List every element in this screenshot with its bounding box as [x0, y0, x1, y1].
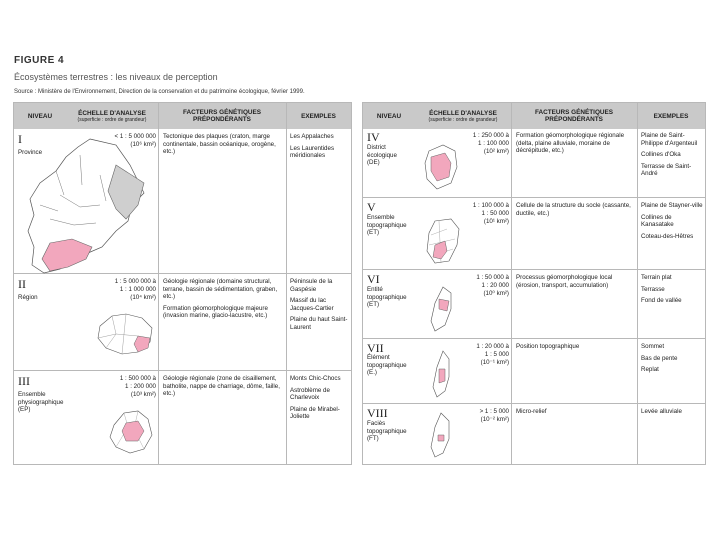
example-text: Fond de vallée	[641, 297, 682, 304]
region-map-icon	[94, 308, 156, 358]
level-roman: IV	[367, 130, 380, 144]
scale-line: (10³ km²)	[130, 391, 156, 398]
level-examples	[290, 133, 350, 164]
example-text: Plaine du haut Saint-Laurent	[290, 316, 348, 331]
level-examples	[641, 343, 705, 378]
level-factors	[516, 343, 634, 355]
scale-line: (10⁰ km²)	[483, 290, 509, 297]
scale-line: (10¹ km²)	[483, 218, 509, 225]
example-text: Replat	[641, 366, 659, 373]
levels-table-left	[13, 102, 352, 465]
header-exemples	[286, 103, 351, 129]
scale-line: < 1 : 5 000 000	[114, 133, 156, 140]
factor-text: Formation géomorphologique régionale (delta, plaine alluviale, moraine de décrépitude, etc.)	[516, 132, 625, 154]
scale-line: (10² km²)	[483, 148, 509, 155]
example-text: Levée alluviale	[641, 408, 682, 415]
example-text: Collines de Kanasatake	[641, 213, 674, 228]
column-divider	[158, 103, 159, 464]
header-echelle-sub: (superficie : ordre de grandeur)	[428, 116, 498, 123]
figure-label: FIGURE 4	[14, 55, 65, 66]
level-examples	[290, 375, 350, 425]
scale-line: 1 : 500 000 à	[119, 375, 156, 382]
scale-line: 1 : 5 000	[484, 351, 509, 358]
example-text: Plaine de Mirabel-Joliette	[290, 405, 340, 420]
row-divider	[363, 197, 705, 198]
level-scale	[84, 375, 156, 399]
figure-source: Source : Ministère de l'Environnement, Direction de la conservation et du patrimoine écologique, février 1999.	[14, 89, 305, 95]
scale-line: (10⁶ km²)	[130, 141, 156, 148]
scale-line: 1 : 1 000 000	[119, 286, 156, 293]
header-niveau	[14, 103, 66, 129]
header-echelle	[415, 103, 511, 129]
header-echelle	[66, 103, 158, 129]
topographic-facies-map-icon	[425, 409, 459, 461]
example-text: Terrain plat	[641, 274, 672, 281]
column-divider	[637, 103, 638, 464]
level-name: Élément topographique (E.)	[367, 354, 407, 376]
district-map-icon	[421, 141, 461, 193]
header-facteurs	[511, 103, 637, 129]
column-divider	[286, 103, 287, 464]
example-text: Terrasse de Saint-André	[641, 162, 692, 177]
example-text: Les Laurentides méridionales	[290, 144, 335, 159]
topographic-set-map-icon	[421, 215, 465, 267]
scale-line: 1 : 20 000	[481, 282, 509, 289]
header-facteurs-line2: PRÉPONDÉRANTS	[545, 116, 603, 123]
level-name: District écologique (DE)	[367, 144, 397, 166]
example-text: Collines d'Oka	[641, 151, 681, 158]
level-examples	[290, 278, 350, 335]
level-factors	[516, 202, 634, 221]
table-header	[14, 103, 351, 129]
level-examples	[641, 408, 705, 420]
scale-line: 1 : 20 000 à	[476, 343, 509, 350]
example-text: Les Appalaches	[290, 133, 334, 140]
level-name: Ensemble physiographique (EP)	[18, 391, 64, 413]
example-text: Terrasse	[641, 285, 665, 293]
figure-title: Écosystèmes terrestres : les niveaux de perception	[14, 72, 218, 82]
level-roman: VI	[367, 272, 380, 286]
factor-text: Géologie régionale (zone de cisaillement, batholite, nappe de charriage, dôme, faille, etc.)	[163, 375, 280, 397]
header-echelle-text: ÉCHELLE D'ANALYSE	[429, 109, 497, 117]
scale-line: 1 : 50 000	[481, 210, 509, 217]
scale-line: 1 : 250 000 à	[472, 132, 509, 139]
row-divider	[363, 338, 705, 339]
header-exemples-text: EXEMPLES	[301, 112, 336, 120]
header-niveau-text: NIVEAU	[27, 112, 53, 120]
level-factors	[516, 408, 634, 420]
row-divider	[363, 403, 705, 404]
example-text: Plaine de Saint-Philippe d'Argenteuil	[641, 132, 698, 147]
level-roman: VII	[367, 341, 384, 355]
factor-text: Position topographique	[516, 343, 580, 350]
header-facteurs	[158, 103, 286, 129]
factor-text: Cellule de la structure du socle (cassante, ductile, etc.)	[516, 202, 631, 217]
header-facteurs-line2: PRÉPONDÉRANTS	[193, 116, 251, 123]
level-examples	[641, 202, 705, 244]
physiographic-map-icon	[104, 405, 156, 457]
level-name: Ensemble topographique (ET)	[367, 214, 407, 236]
header-exemples-text: EXEMPLES	[653, 112, 689, 120]
header-exemples	[637, 103, 705, 129]
example-text: Coteau-des-Hêtres	[641, 232, 694, 240]
level-name: Entité topographique (ET)	[367, 286, 407, 308]
level-name: Province	[18, 149, 43, 156]
scale-line: 1 : 100 000 à	[472, 202, 509, 209]
table-header	[363, 103, 705, 129]
header-niveau	[363, 103, 415, 129]
scale-line: > 1 : 5 000	[479, 408, 509, 415]
header-echelle-sub: (superficie : ordre de grandeur)	[77, 116, 147, 123]
factor-text: Géologie régionale (domaine structural, terrane, bassin de sédimentation, graben, etc.)	[163, 278, 278, 300]
level-factors	[516, 132, 634, 159]
level-name: Région	[18, 294, 38, 301]
header-niveau-text: NIVEAU	[376, 112, 402, 120]
level-name: Faciès topographique (FT)	[367, 420, 407, 442]
level-roman: VIII	[367, 406, 388, 420]
factor-text: Micro-relief	[516, 408, 547, 415]
topographic-element-map-icon	[427, 347, 457, 401]
factor-text: Processus géomorphologique local (érosion, transport, accumulation)	[516, 274, 613, 289]
level-roman: III	[18, 374, 30, 388]
scale-line: (10⁻² km²)	[480, 416, 509, 423]
factor-text: Tectonique des plaques (craton, marge continentale, bassin océanique, orogène, etc.)	[163, 133, 276, 155]
example-text: Péninsule de la Gaspésie	[290, 278, 333, 293]
scale-line: (10⁻¹ km²)	[480, 359, 509, 366]
column-divider	[511, 103, 512, 464]
scale-line: 1 : 5 000 000 à	[114, 278, 156, 285]
level-examples	[641, 132, 705, 182]
topographic-entity-map-icon	[425, 283, 459, 335]
row-divider	[363, 269, 705, 270]
example-text: Massif du lac Jacques-Cartier	[290, 297, 334, 312]
level-factors	[516, 274, 634, 293]
example-text: Plaine de Stayner-ville	[641, 202, 703, 209]
example-text: Bas de pente	[641, 354, 678, 362]
factor-text: Formation géomorphologique majeure (invasion marine, glacio-lacustre, etc.)	[163, 304, 268, 319]
level-factors	[163, 375, 281, 402]
header-facteurs-line1: FACTEURS GÉNÉTIQUES	[182, 109, 262, 116]
level-roman: II	[18, 277, 26, 291]
example-text: Sommet	[641, 343, 665, 350]
level-factors	[163, 133, 281, 160]
level-scale	[84, 278, 156, 302]
example-text: Astroblème de Charlevoix	[290, 386, 330, 401]
level-roman: V	[367, 200, 376, 214]
level-factors	[163, 278, 281, 324]
header-echelle-text: ÉCHELLE D'ANALYSE	[78, 109, 146, 117]
province-map-icon	[18, 132, 150, 275]
scale-line: 1 : 200 000	[125, 383, 156, 390]
example-text: Monts Chic-Chocs	[290, 375, 341, 382]
row-divider	[14, 370, 351, 371]
level-examples	[641, 274, 705, 309]
scale-line: (10⁴ km²)	[130, 294, 156, 301]
level-roman: I	[18, 132, 22, 146]
scale-line: 1 : 50 000 à	[476, 274, 509, 281]
header-facteurs-line1: FACTEURS GÉNÉTIQUES	[534, 109, 614, 116]
scale-line: 1 : 100 000	[478, 140, 509, 147]
levels-table-right	[362, 102, 706, 465]
